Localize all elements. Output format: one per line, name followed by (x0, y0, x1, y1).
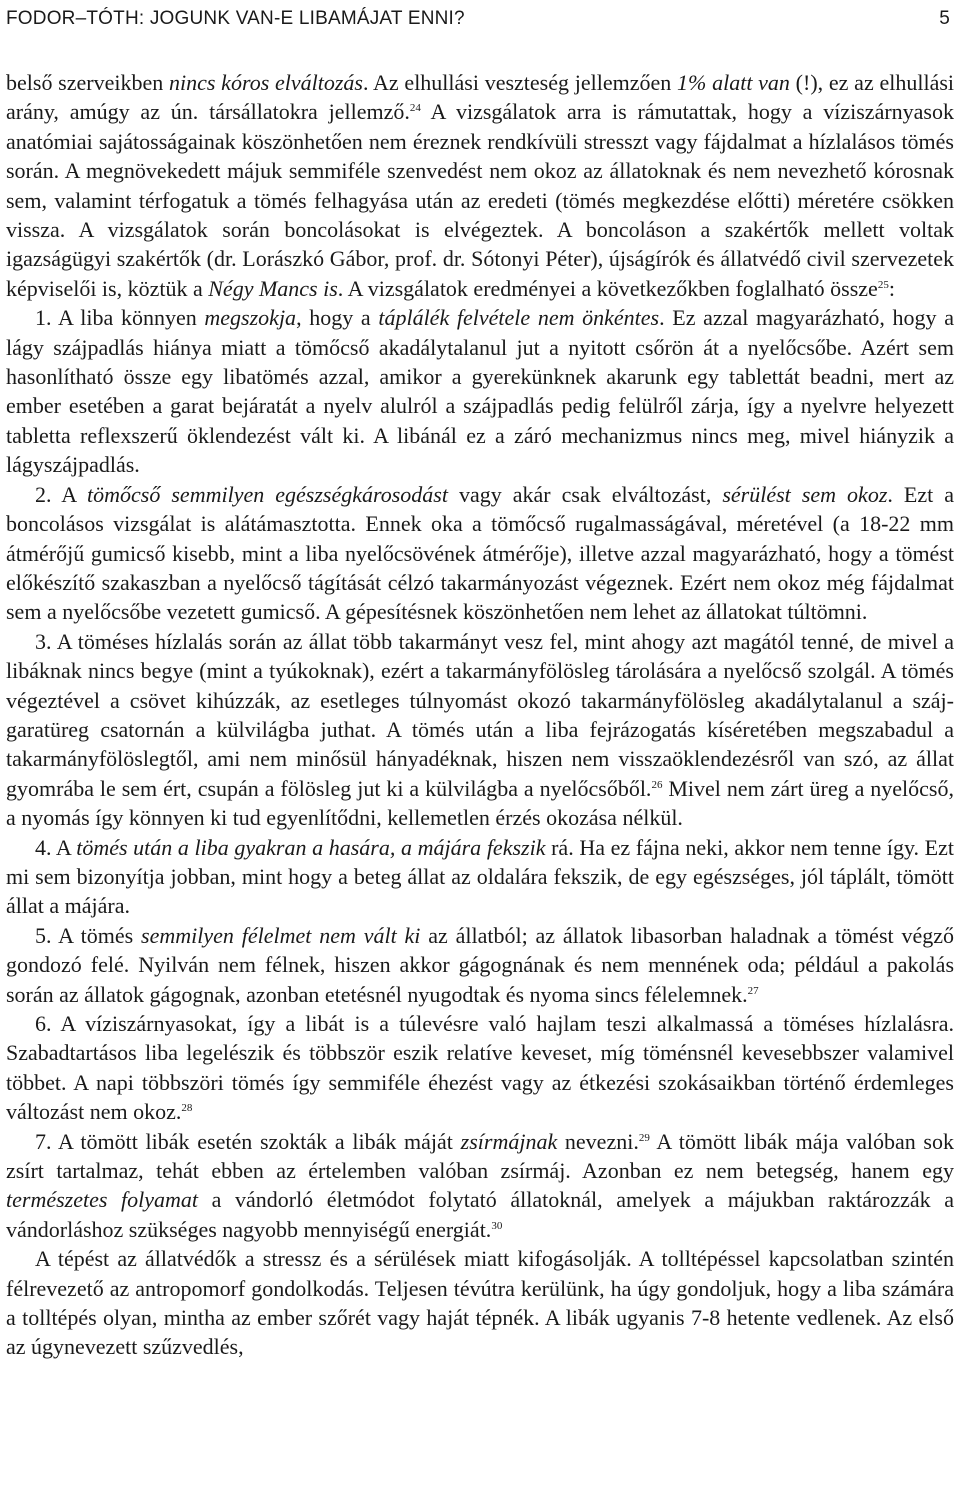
footnote-ref: 30 (491, 1219, 503, 1232)
emphasis-text: megszokja (204, 305, 297, 331)
text-run: : (888, 275, 895, 301)
emphasis-text: zsírmájnak (460, 1128, 558, 1154)
paragraph (6, 627, 954, 833)
paragraph (6, 1244, 954, 1362)
paragraph (6, 1009, 954, 1127)
text-run: . Ezt a boncolásos vizsgálat is alátámasztotta. Ennek oka a tömőcső rugalmasságával, méretével (a 18-22 mm átmérőjű gumicső kisebb, mint a liba nyelőcsövének átmérője), illetve azzal magyarázható, hogy a tömést előkészítő szakaszban a nyelőcső tágítását célzó takarmányozást végeznek. Ezért nem okoz még fájdalmat sem a nyelőcsőbe vezetett gumicső. A gépesítésnek köszönhetően nem lehet az állatokat túltömni. (6, 481, 955, 625)
text-run: 1. A liba könnyen (35, 305, 205, 331)
text-run: 3. A töméses hízlalás során az állat több takarmányt vesz fel, mint ahogy azt magától tenné, de mivel a libáknak nincs begye (mint a tyúkoknak), ezért a takarmányfölösleg tárolására a nyelőcső szolgál. A tömés végeztével a csövet kihúzzák, az esetleges túlnyomást okozó takarmányfölösleg akadálytalanul a száj-garatüreg csatornán a külvilágba juthat. A tömés után a liba fejrázogatás kíséretében megszabadul a takarmányfölöslegtől, ami nem minősül hányadéknak, hiszen nem visszaöklendezésről van szó, az állat gyomrába le sem ért, csupán a fölösleg jut ki a külvilágba a nyelőcsőből. (6, 628, 954, 801)
paragraph (6, 68, 954, 303)
body-text (6, 68, 954, 1362)
text-run: az állatból; az állatok libasorban haladnak a tömést végző gondozó felé. Nyilván nem félnek, hiszen akkor gágognának és nem mennének oda; például a pakolás során az állatok gágognak, azonban etetésnél nyugodtak és nyoma sincs félelemnek. (6, 922, 954, 1007)
text-run: A tépést az állatvédők a stressz és a sérülések miatt kifogásolják. A tolltépéssel kapcsolatban szintén félrevezető az antropomorf gondolkodás. Teljesen tévútra kerülünk, ha úgy gondoljuk, hogy a liba számára a tolltépés olyan, mintha az ember szőrét vagy haját tépnék. A libák ugyanis 7-8 hetente vedlenek. Az első az úgynevezett szűzvedlés, (6, 1246, 954, 1360)
emphasis-text: tömőcső semmilyen egészségkárosodást (87, 481, 448, 507)
emphasis-text: 1% alatt van (677, 70, 790, 95)
footnote-ref: 24 (409, 102, 421, 115)
paragraph (6, 921, 954, 1009)
emphasis-text: nincs kóros elváltozás (169, 70, 363, 95)
emphasis-text: természetes folyamat (6, 1187, 199, 1213)
footnote-ref: 26 (651, 778, 663, 791)
footnote-ref: 28 (181, 1102, 193, 1115)
text-run: 2. A (35, 481, 88, 507)
text-run: 4. A (35, 834, 77, 860)
text-run: . Az elhullási veszteség jellemzően (363, 70, 678, 95)
paragraph (6, 833, 954, 921)
text-run: 5. A tömés (35, 922, 142, 948)
text-run: A tömött libák mája valóban sok zsírt tartalmaz, tehát ebben az értelemben valóban zsírmáj. Azonban ez nem betegség, hanem egy (6, 1128, 954, 1184)
running-title: FODOR–TÓTH: JOGUNK VAN-E LIBAMÁJAT ENNI? (6, 8, 465, 29)
paragraph (6, 480, 954, 627)
paragraph (6, 303, 954, 479)
emphasis-text: semmilyen félelmet nem vált ki (141, 922, 421, 948)
text-run: . Ez azzal magyarázható, hogy a lágy szájpadlás hiánya miatt a tömőcső akadálytalanul jut a nyitott csőrön át a nyelőcsőbe. Azért sem hasonlítható össze egy libatömés azzal, amikor a gyerekünknek akarunk egy tablettát beadni, mert az ember esetében a garat bejáratát a nyelv alulról a szájpadlás pedig felülről zárja, így a nyelvre helyezett tabletta reflexszerű öklendezést vált ki. A libánál ez a záró mechanizmus nincs meg, mivel hiányzik a lágyszájpadlás. (6, 305, 954, 478)
text-run: , hogy a (296, 305, 379, 331)
emphasis-text: tömés után a liba gyakran a hasára, a májára fekszik (76, 834, 546, 860)
text-run: a vándorló életmódot folytató állatoknál, amelyek a májukban raktározzák a vándorláshoz szükséges nagyobb mennyiségű energiát. (6, 1187, 955, 1242)
emphasis-text: táplálék felvétele nem önkéntes (378, 305, 660, 331)
text-run: . A vizsgálatok eredményei a következőkben foglalható össze (337, 275, 878, 301)
emphasis-text: sérülést sem okoz (722, 481, 888, 507)
emphasis-text: Négy Mancs is (208, 275, 338, 301)
text-run: 6. A víziszárnyasokat, így a libát is a túlevésre való hajlam teszi alkalmassá a töméses hízlalásra. Szabadtartásos liba legelészik és többször eszik relatíve keveset, míg töménsnél kevesebbszer valamivel többet. A napi többszöri tömés így semmiféle éhezést vagy az étkezési szokásaikban történő érdemleges változást nem okoz. (6, 1011, 954, 1125)
text-run: Mivel nem zárt üreg a nyelőcső, a nyomás így könnyen ki tud egyenlítődni, kellemetlen érzés okozása nélkül. (6, 775, 954, 831)
text-run: nevezni. (557, 1128, 639, 1154)
footnote-ref: 25 (877, 278, 889, 291)
running-header (6, 8, 954, 34)
text-run: rá. Ha ez fájna neki, akkor nem tenne így. Ezt mi sem bizonyítja jobban, mint hogy a beteg állat az oldalára fekszik, de egy egészséges, jól táplált, tömött állat a májára. (6, 834, 954, 919)
text-run: (!), ez az elhullási arány, amúgy az ún. társállatokra jellemző. (6, 70, 955, 125)
paragraph (6, 1127, 954, 1245)
text-run: A vizsgálatok arra is rámutattak, hogy a víziszárnyasok anatómiai sajátosságainak köszönhetően nem éreznek rendkívüli stresszt vagy fájdalmat a hízlalásos tömés során. A megnövekedett májuk semmiféle szenvedést nem okoz az állatoknak és nem nevezhető kórosnak sem, valamint térfogatuk a tömés felhagyása után az eredeti (tömés megkezdése előtti) méretére csökken vissza. A vizsgálatok során boncolásokat is elvégeztek. A boncoláson a szakértők mellett voltak igazságügyi szakértők (dr. Lorászkó Gábor, prof. dr. Sótonyi Péter), újságírók és állatvédő civil szervezetek képviselői is, köztük a (6, 99, 954, 301)
footnote-ref: 29 (638, 1131, 650, 1144)
text-run: 7. A tömött libák esetén szokták a libák máját (35, 1128, 461, 1154)
text-run: vagy akár csak elváltozást, (447, 481, 723, 507)
footnote-ref: 27 (747, 984, 759, 997)
text-run: belső szerveikben (6, 70, 169, 95)
page-number: 5 (939, 8, 950, 29)
